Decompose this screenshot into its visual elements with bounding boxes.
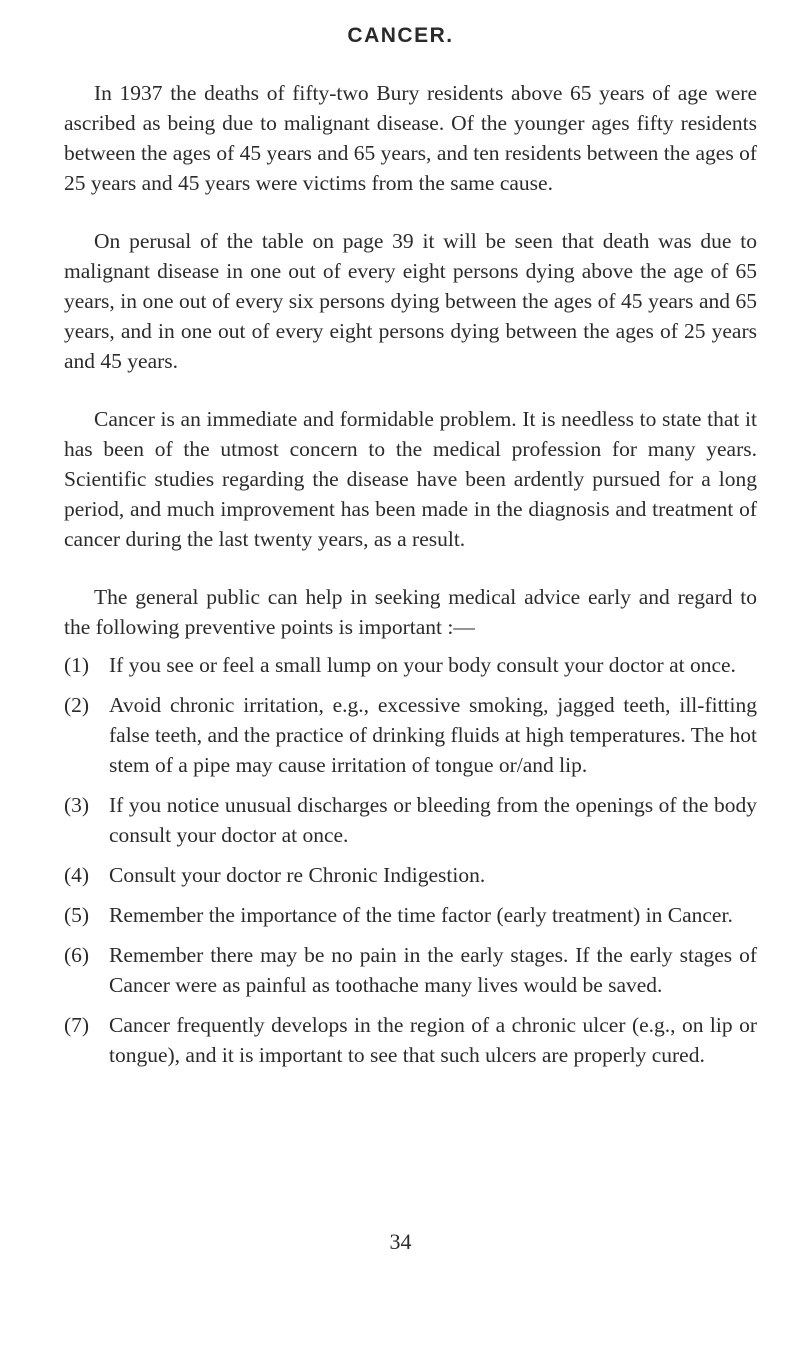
list-item <box>64 1010 757 1070</box>
point-text: If you notice unusual discharges or bleeding from the openings of the body consult your doctor at once. <box>109 793 757 847</box>
point-text: If you see or feel a small lump on your body consult your doctor at once. <box>109 653 736 677</box>
point-number: (6) <box>64 943 90 967</box>
point-text: Avoid chronic irritation, e.g., excessive smoking, jagged teeth, ill-fitting false teeth, and the practice of drinking fluids at high temperatures. The hot stem of a pipe may cause irritation of tongue or/and lip. <box>109 693 757 777</box>
point-text: Remember there may be no pain in the early stages. If the early stages of Cancer were as painful as toothache many lives would be saved. <box>109 943 757 997</box>
list-item <box>64 790 757 850</box>
point-text: Consult your doctor re Chronic Indigestion. <box>109 863 486 887</box>
points-intro: The general public can help in seeking medical advice early and regard to the following preventive points is important :— <box>64 585 757 639</box>
point-number: (1) <box>64 653 90 677</box>
preventive-points-list <box>64 650 757 1070</box>
page-title: CANCER. <box>347 24 454 47</box>
point-number: (7) <box>64 1013 90 1037</box>
list-item <box>64 940 757 1000</box>
point-text: Cancer frequently develops in the region of a chronic ulcer (e.g., on lip or tongue), and it is important to see that such ulcers are properly cured. <box>109 1013 757 1067</box>
paragraph: In 1937 the deaths of fifty-two Bury residents above 65 years of age were ascribed as being due to malignant disease. Of the younger ages fifty residents between the ages of 45 years and 65 years, and ten residents between the ages of 25 years and 45 years were victims from the same cause. <box>64 81 757 195</box>
point-number: (2) <box>64 693 90 717</box>
list-item <box>64 650 757 680</box>
body-text <box>64 78 757 1080</box>
list-item <box>64 690 757 780</box>
list-item <box>64 900 757 930</box>
list-item <box>64 860 757 890</box>
page-number: 34 <box>389 1229 412 1254</box>
paragraph: On perusal of the table on page 39 it will be seen that death was due to malignant disease in one out of every eight persons dying above the age of 65 years, in one out of every six persons dying between the ages of 45 years and 65 years, and in one out of every eight persons dying between the ages of 25 years and 45 years. <box>64 229 757 373</box>
point-number: (3) <box>64 793 90 817</box>
point-text: Remember the importance of the time factor (early treatment) in Cancer. <box>109 903 733 927</box>
paragraph: Cancer is an immediate and formidable problem. It is needless to state that it has been of the utmost concern to the medical profession for many years. Scientific studies regarding the disease have been ardently pursued for a long period, and much improvement has been made in the diagnosis and treatment of cancer during the last twenty years, as a result. <box>64 407 757 551</box>
point-number: (5) <box>64 903 90 927</box>
point-number: (4) <box>64 863 90 887</box>
